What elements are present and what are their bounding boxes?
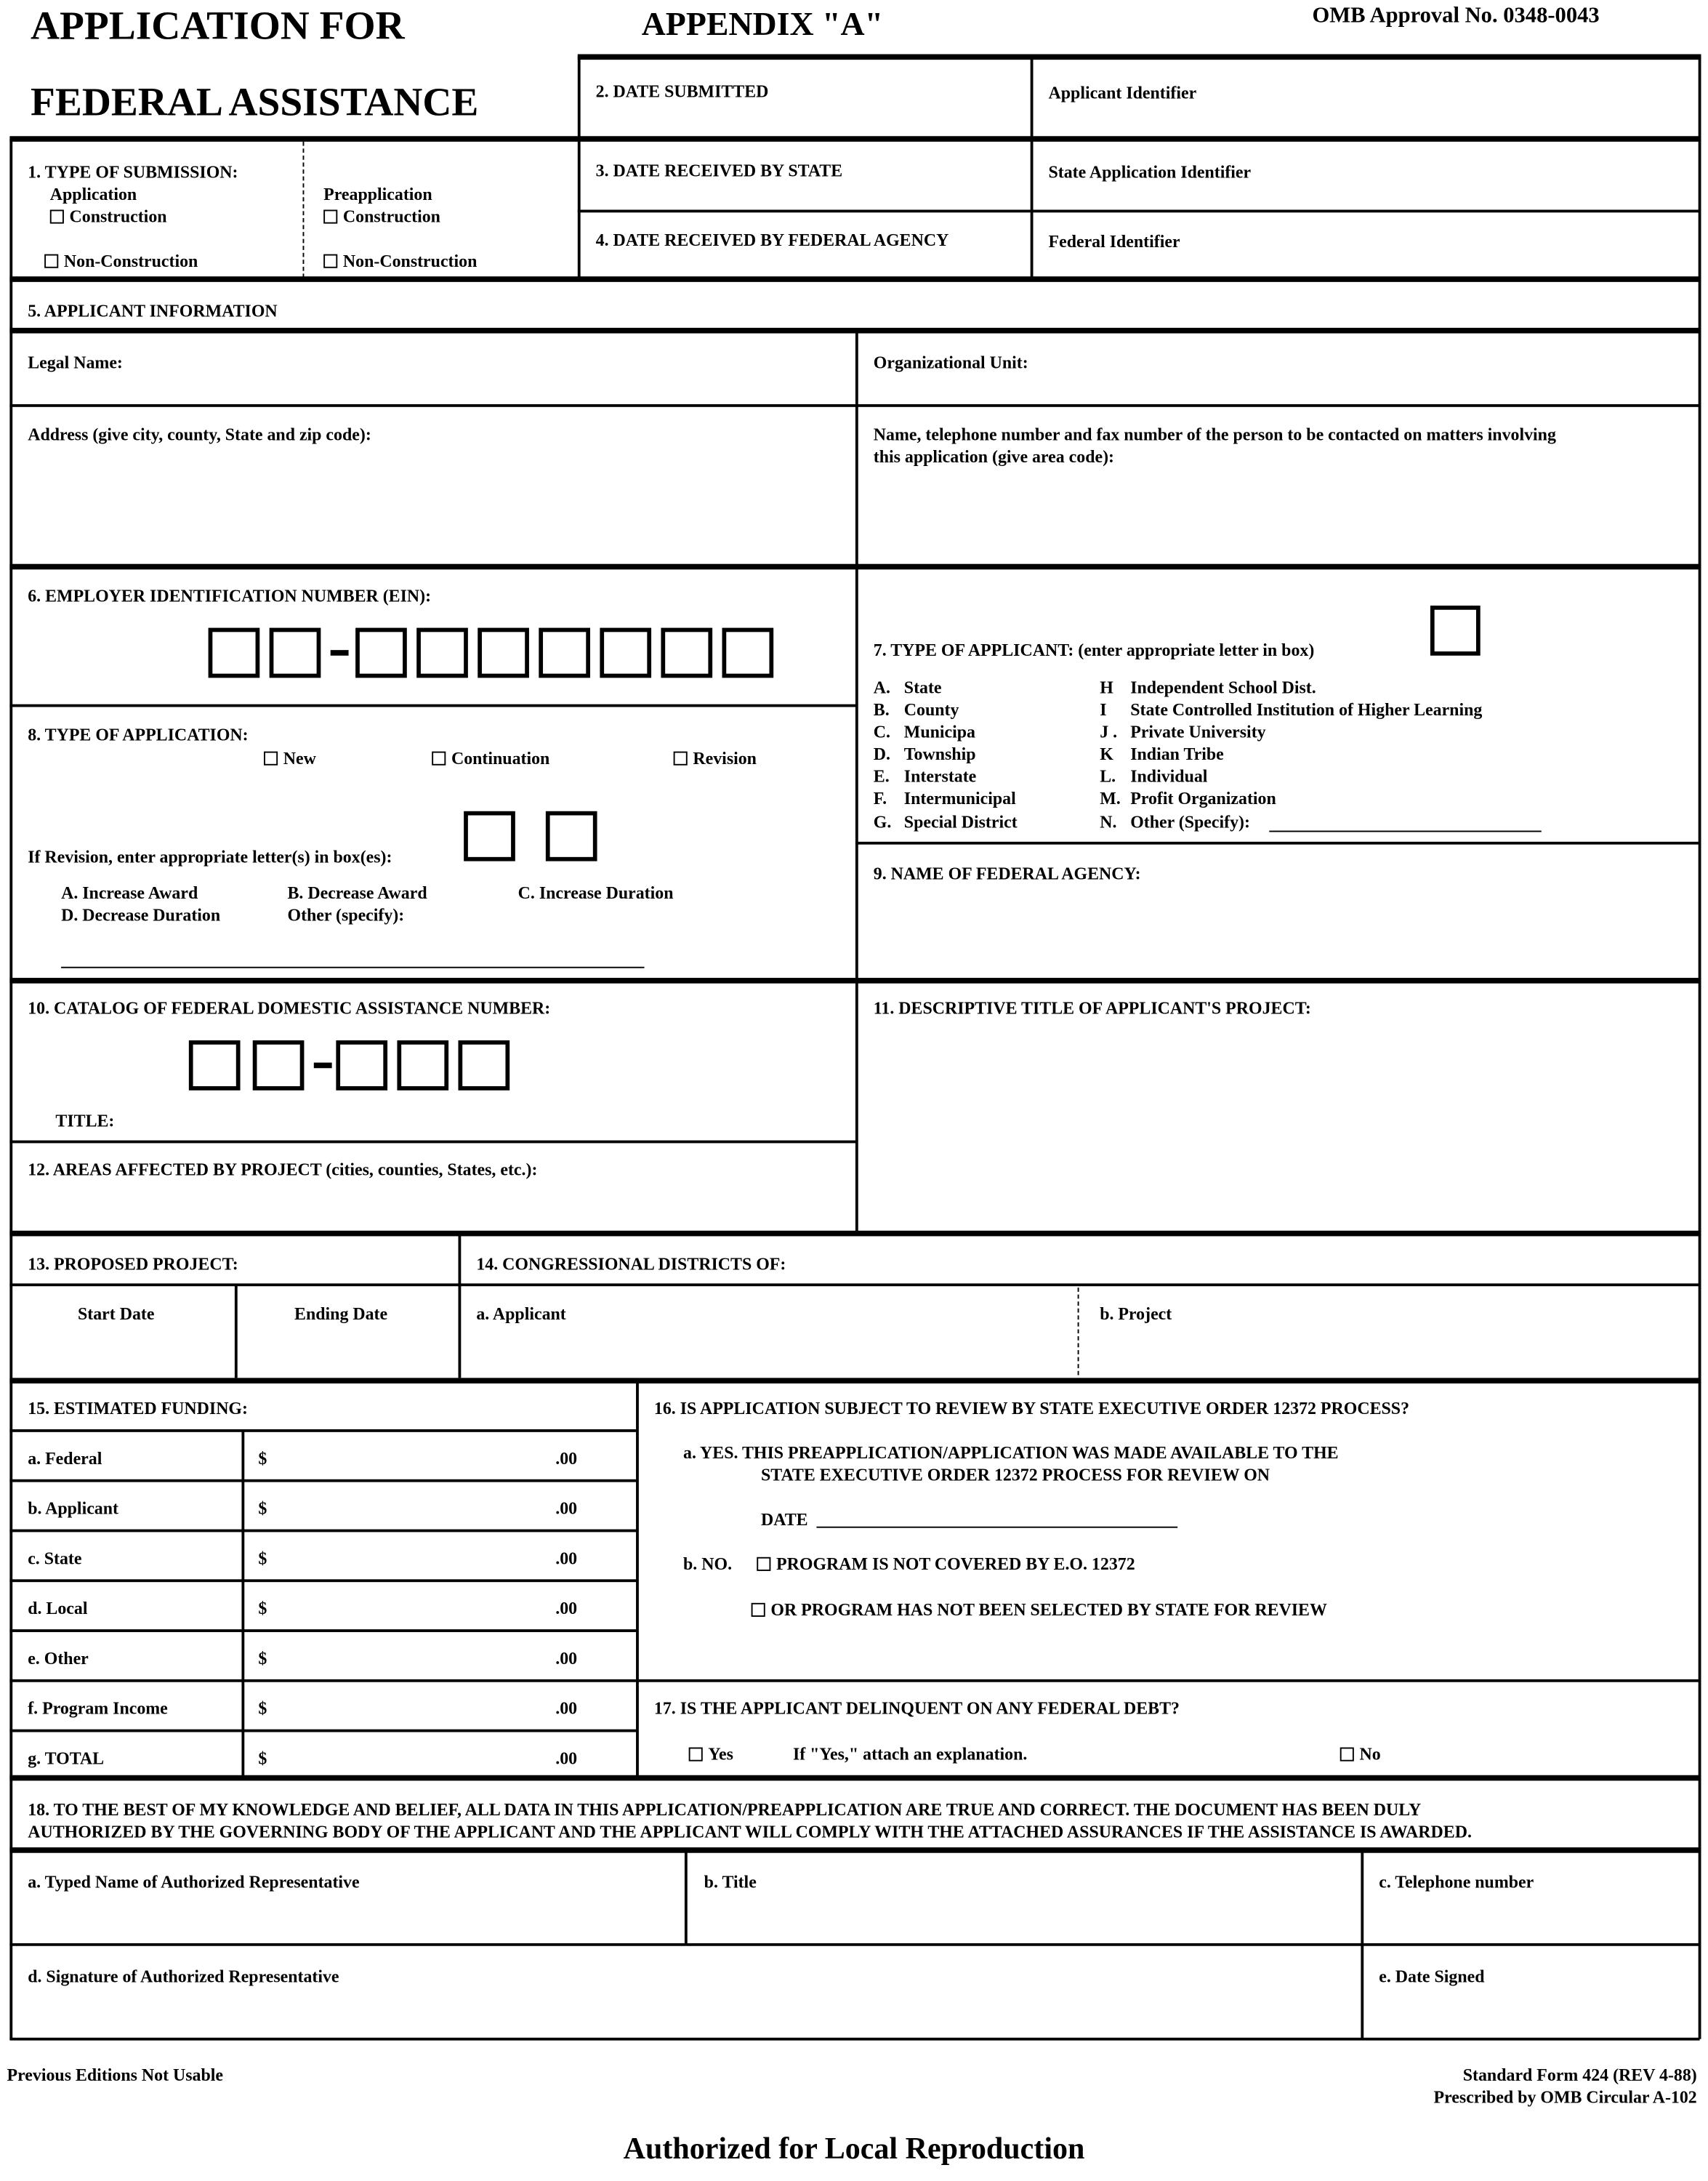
ein-digit-box[interactable]	[661, 628, 712, 678]
cfda-label: 10. CATALOG OF FEDERAL DOMESTIC ASSISTANCE NUMBER:	[28, 998, 551, 1019]
contact-person-field[interactable]: Name, telephone number and fax number of the person to be contacted on matters involving	[873, 425, 1556, 445]
application-non-construction-option[interactable]	[44, 252, 198, 273]
eo-date-label: DATE	[761, 1509, 808, 1530]
continuation-option[interactable]	[432, 749, 549, 770]
checkbox[interactable]	[323, 254, 337, 268]
divider	[9, 1429, 637, 1431]
option-label: New	[283, 748, 316, 768]
divider	[458, 1232, 460, 1378]
form-title-line2: FEDERAL ASSISTANCE	[31, 80, 479, 125]
applicant-type-item: H Independent School Dist.	[1100, 678, 1316, 698]
divider	[9, 404, 1699, 406]
divider	[9, 1479, 637, 1482]
divider	[578, 210, 1700, 212]
date-received-state-label: 3. DATE RECEIVED BY STATE	[595, 161, 843, 181]
revision-option[interactable]	[674, 749, 757, 770]
revision-other-line[interactable]	[61, 967, 644, 968]
divider	[9, 1730, 637, 1732]
divider	[9, 1579, 637, 1581]
form-title-line1: APPLICATION FOR	[31, 4, 405, 49]
federal-identifier-label: Federal Identifier	[1048, 232, 1180, 252]
district-project-field[interactable]: b. Project	[1100, 1304, 1172, 1324]
revision-prompt: If Revision, enter appropriate letter(s) in box(es):	[28, 847, 392, 867]
divider	[9, 2038, 1699, 2040]
applicant-type-item: N. Other (Specify):	[1100, 811, 1250, 832]
revision-b: B. Decrease Award	[287, 883, 427, 903]
applicant-type-item: I State Controlled Institution of Higher Learning	[1100, 700, 1483, 720]
applicant-type-item: F. Intermunicipal	[873, 790, 1016, 809]
preapplication-construction-option[interactable]	[323, 207, 440, 228]
divider	[9, 1847, 1701, 1852]
areas-affected-label: 12. AREAS AFFECTED BY PROJECT (cities, counties, States, etc.):	[28, 1160, 538, 1180]
checkbox[interactable]	[689, 1748, 703, 1762]
new-option[interactable]	[264, 749, 316, 770]
funding-row-label: b. Applicant	[28, 1498, 118, 1519]
applicant-type-item: C. Municipa	[873, 722, 976, 742]
cfda-title-label: TITLE:	[55, 1111, 115, 1131]
type-of-application-label: 8. TYPE OF APPLICATION:	[28, 725, 249, 745]
applicant-type-item: A. State	[873, 678, 942, 698]
address-field[interactable]: Address (give city, county, State and zip code):	[28, 425, 371, 445]
applicant-type-item: L. Individual	[1100, 767, 1208, 787]
applicant-type-item: M. Profit Organization	[1100, 790, 1276, 809]
divider	[235, 1285, 237, 1378]
divider	[9, 139, 12, 2039]
eo-no-label: b. NO.	[683, 1554, 733, 1574]
legal-name-field[interactable]: Legal Name:	[28, 353, 123, 373]
divider	[9, 1141, 856, 1143]
divider	[855, 842, 1700, 844]
divider	[9, 978, 1701, 983]
checkbox[interactable]	[264, 752, 278, 766]
funding-amount-field[interactable]: $ .00	[258, 1648, 578, 1668]
option-label: Non-Construction	[342, 251, 478, 271]
delinquent-debt-label: 17. IS THE APPLICANT DELINQUENT ON ANY FEDERAL DEBT?	[653, 1698, 1180, 1719]
typed-name-field[interactable]: a. Typed Name of Authorized Representative	[28, 1872, 360, 1892]
funding-row-label: a. Federal	[28, 1448, 102, 1469]
eo12372-label: 16. IS APPLICATION SUBJECT TO REVIEW BY STATE EXECUTIVE ORDER 12372 PROCESS?	[653, 1398, 1410, 1418]
federal-agency-label: 9. NAME OF FEDERAL AGENCY:	[873, 864, 1141, 884]
cfda-digit-box[interactable]	[189, 1040, 241, 1090]
start-date-field[interactable]: Start Date	[77, 1304, 155, 1324]
ending-date-field[interactable]: Ending Date	[294, 1304, 388, 1324]
cfda-digit-box[interactable]	[458, 1040, 509, 1090]
option-label: Construction	[69, 206, 167, 227]
ein-digit-box[interactable]	[539, 628, 590, 678]
ein-digit-box[interactable]	[270, 628, 321, 678]
divider	[9, 704, 856, 707]
divider	[9, 1378, 1701, 1383]
divider	[578, 55, 1701, 60]
divider	[9, 1283, 1699, 1285]
checkbox[interactable]	[50, 210, 64, 224]
revision-letter-box[interactable]	[546, 811, 597, 861]
telephone-field[interactable]: c. Telephone number	[1379, 1872, 1534, 1892]
revision-d: D. Decrease Duration	[61, 905, 221, 925]
divider	[1031, 55, 1033, 278]
ein-digit-box[interactable]	[209, 628, 260, 678]
dash	[314, 1063, 332, 1069]
applicant-type-item: K Indian Tribe	[1100, 744, 1224, 765]
divider	[9, 136, 1701, 141]
divider	[9, 1629, 637, 1631]
divider	[685, 1850, 687, 1945]
authorized-reproduction: Authorized for Local Reproduction	[623, 2130, 1085, 2166]
state-application-identifier-label: State Application Identifier	[1048, 162, 1252, 182]
funding-amount-field[interactable]: $ .00	[258, 1599, 578, 1618]
certification-line1: 18. TO THE BEST OF MY KNOWLEDGE AND BELIEF, ALL DATA IN THIS APPLICATION/PREAPPLICATION ARE TRUE AND CORRECT. THE DOCUMENT HAS BEEN DULY	[28, 1800, 1422, 1820]
type-of-submission-label: 1. TYPE OF SUBMISSION:	[28, 162, 238, 182]
applicant-type-box[interactable]	[1430, 606, 1481, 656]
debt-explanation-note: If "Yes," attach an explanation.	[792, 1744, 1028, 1764]
application-heading: Application	[49, 185, 137, 204]
eo-not-covered-option[interactable]	[757, 1554, 1135, 1575]
divider	[578, 55, 580, 278]
funding-amount-field[interactable]: $ .00	[258, 1448, 578, 1469]
date-submitted-label: 2. DATE SUBMITTED	[595, 81, 769, 102]
revision-a: A. Increase Award	[61, 883, 198, 903]
proposed-project-label: 13. PROPOSED PROJECT:	[28, 1254, 238, 1274]
cfda-digit-box[interactable]	[253, 1040, 305, 1090]
applicant-type-item: D. Township	[873, 744, 976, 765]
applicant-types-col1	[874, 676, 1018, 832]
divider	[9, 1679, 1699, 1682]
divider	[9, 1943, 1699, 1945]
funding-row-label: g. TOTAL	[28, 1748, 105, 1769]
previous-editions-note: Previous Editions Not Usable	[7, 2065, 224, 2085]
eo-not-selected-option[interactable]	[752, 1600, 1327, 1621]
funding-amount-field[interactable]: $ .00	[258, 1549, 578, 1569]
certification-line2: AUTHORIZED BY THE GOVERNING BODY OF THE APPLICANT AND THE APPLICANT WILL COMPLY WITH THE ATTACHED ASSURANCES IF THE ASSISTANCE IS AWARDED.	[28, 1822, 1472, 1842]
checkbox[interactable]	[432, 752, 446, 766]
funding-row-label: d. Local	[28, 1599, 88, 1618]
funding-amount-field[interactable]: $ .00	[258, 1748, 578, 1769]
option-label: Non-Construction	[63, 251, 198, 271]
divider	[9, 1775, 1701, 1780]
ein-digit-box[interactable]	[600, 628, 651, 678]
debt-yes-option[interactable]	[689, 1745, 733, 1766]
dash	[331, 650, 349, 656]
divider	[9, 1530, 637, 1532]
omb-approval: OMB Approval No. 0348-0043	[1312, 4, 1600, 28]
ein-label: 6. EMPLOYER IDENTIFICATION NUMBER (EIN):	[28, 586, 432, 606]
applicant-type-item: J . Private University	[1100, 722, 1266, 742]
ein-digit-box[interactable]	[355, 628, 407, 678]
option-label: Revision	[693, 748, 757, 768]
congressional-districts-label: 14. CONGRESSIONAL DISTRICTS OF:	[476, 1254, 786, 1274]
estimated-funding-label: 15. ESTIMATED FUNDING:	[28, 1398, 248, 1418]
funding-amount-field[interactable]: $ .00	[258, 1698, 578, 1719]
debt-no-option[interactable]	[1340, 1745, 1381, 1766]
checkbox[interactable]	[323, 210, 337, 224]
option-label: OR PROGRAM HAS NOT BEEN SELECTED BY STATE FOR REVIEW	[770, 1600, 1327, 1620]
funding-row-label: f. Program Income	[28, 1698, 168, 1719]
other-specify-line[interactable]	[1269, 831, 1541, 832]
option-label: Yes	[708, 1744, 733, 1764]
checkbox[interactable]	[752, 1603, 765, 1617]
divider	[303, 142, 305, 278]
type-of-applicant-label: 7. TYPE OF APPLICANT: (enter appropriate letter in box)	[873, 640, 1315, 660]
applicant-type-item: G. Special District	[873, 811, 1018, 832]
checkbox[interactable]	[44, 254, 58, 268]
application-construction-option[interactable]	[50, 207, 167, 228]
applicant-types-col2	[1100, 676, 1482, 832]
revision-c: C. Increase Duration	[517, 883, 674, 903]
option-label: Continuation	[451, 748, 550, 768]
signature-field[interactable]: d. Signature of Authorized Representative	[28, 1967, 339, 1987]
divider	[9, 276, 1701, 281]
funding-row-label: e. Other	[28, 1648, 89, 1668]
contact-person-field-line2: this application (give area code):	[873, 447, 1115, 467]
divider	[1078, 1288, 1079, 1375]
checkbox[interactable]	[1340, 1748, 1354, 1762]
applicant-information-label: 5. APPLICANT INFORMATION	[28, 301, 278, 321]
checkbox[interactable]	[757, 1557, 770, 1571]
eo-yes-line2: STATE EXECUTIVE ORDER 12372 PROCESS FOR REVIEW ON	[761, 1465, 1270, 1485]
funding-amount-field[interactable]: $ .00	[258, 1498, 578, 1519]
cfda-digit-box[interactable]	[397, 1040, 448, 1090]
ein-digit-box[interactable]	[416, 628, 468, 678]
prescribed-by: Prescribed by OMB Circular A-102	[1433, 2087, 1697, 2108]
divider	[1699, 55, 1701, 2039]
eo-date-line[interactable]	[816, 1527, 1177, 1528]
ein-digit-box[interactable]	[722, 628, 774, 678]
district-applicant-field[interactable]: a. Applicant	[476, 1304, 566, 1324]
applicant-type-item: B. County	[873, 700, 959, 720]
checkbox[interactable]	[674, 752, 688, 766]
eo-yes-line1: a. YES. THIS PREAPPLICATION/APPLICATION WAS MADE AVAILABLE TO THE	[683, 1443, 1339, 1463]
option-label: Construction	[342, 206, 440, 227]
divider	[241, 1431, 243, 1778]
cfda-digit-box[interactable]	[336, 1040, 387, 1090]
project-title-label: 11. DESCRIPTIVE TITLE OF APPLICANT'S PROJECT:	[873, 998, 1311, 1019]
option-label: No	[1359, 1744, 1381, 1764]
option-label: PROGRAM IS NOT COVERED BY E.O. 12372	[776, 1554, 1135, 1574]
organizational-unit-field[interactable]: Organizational Unit:	[873, 353, 1028, 373]
form-number: Standard Form 424 (REV 4-88)	[1462, 2065, 1697, 2085]
applicant-identifier-label: Applicant Identifier	[1048, 83, 1197, 103]
revision-letter-box[interactable]	[464, 811, 515, 861]
divider	[9, 564, 1701, 569]
applicant-type-item: E. Interstate	[873, 767, 977, 787]
funding-row-label: c. State	[28, 1549, 82, 1569]
preapplication-heading: Preapplication	[323, 185, 432, 204]
title-field[interactable]: b. Title	[704, 1872, 757, 1892]
date-signed-field[interactable]: e. Date Signed	[1379, 1967, 1485, 1987]
preapplication-non-construction-option[interactable]	[323, 252, 477, 273]
appendix-label: APPENDIX "A"	[641, 7, 884, 44]
date-received-federal-label: 4. DATE RECEIVED BY FEDERAL AGENCY	[595, 230, 949, 250]
ein-digit-box[interactable]	[478, 628, 529, 678]
divider	[9, 1231, 1701, 1236]
revision-other: Other (specify):	[287, 905, 405, 925]
divider	[855, 329, 858, 1232]
